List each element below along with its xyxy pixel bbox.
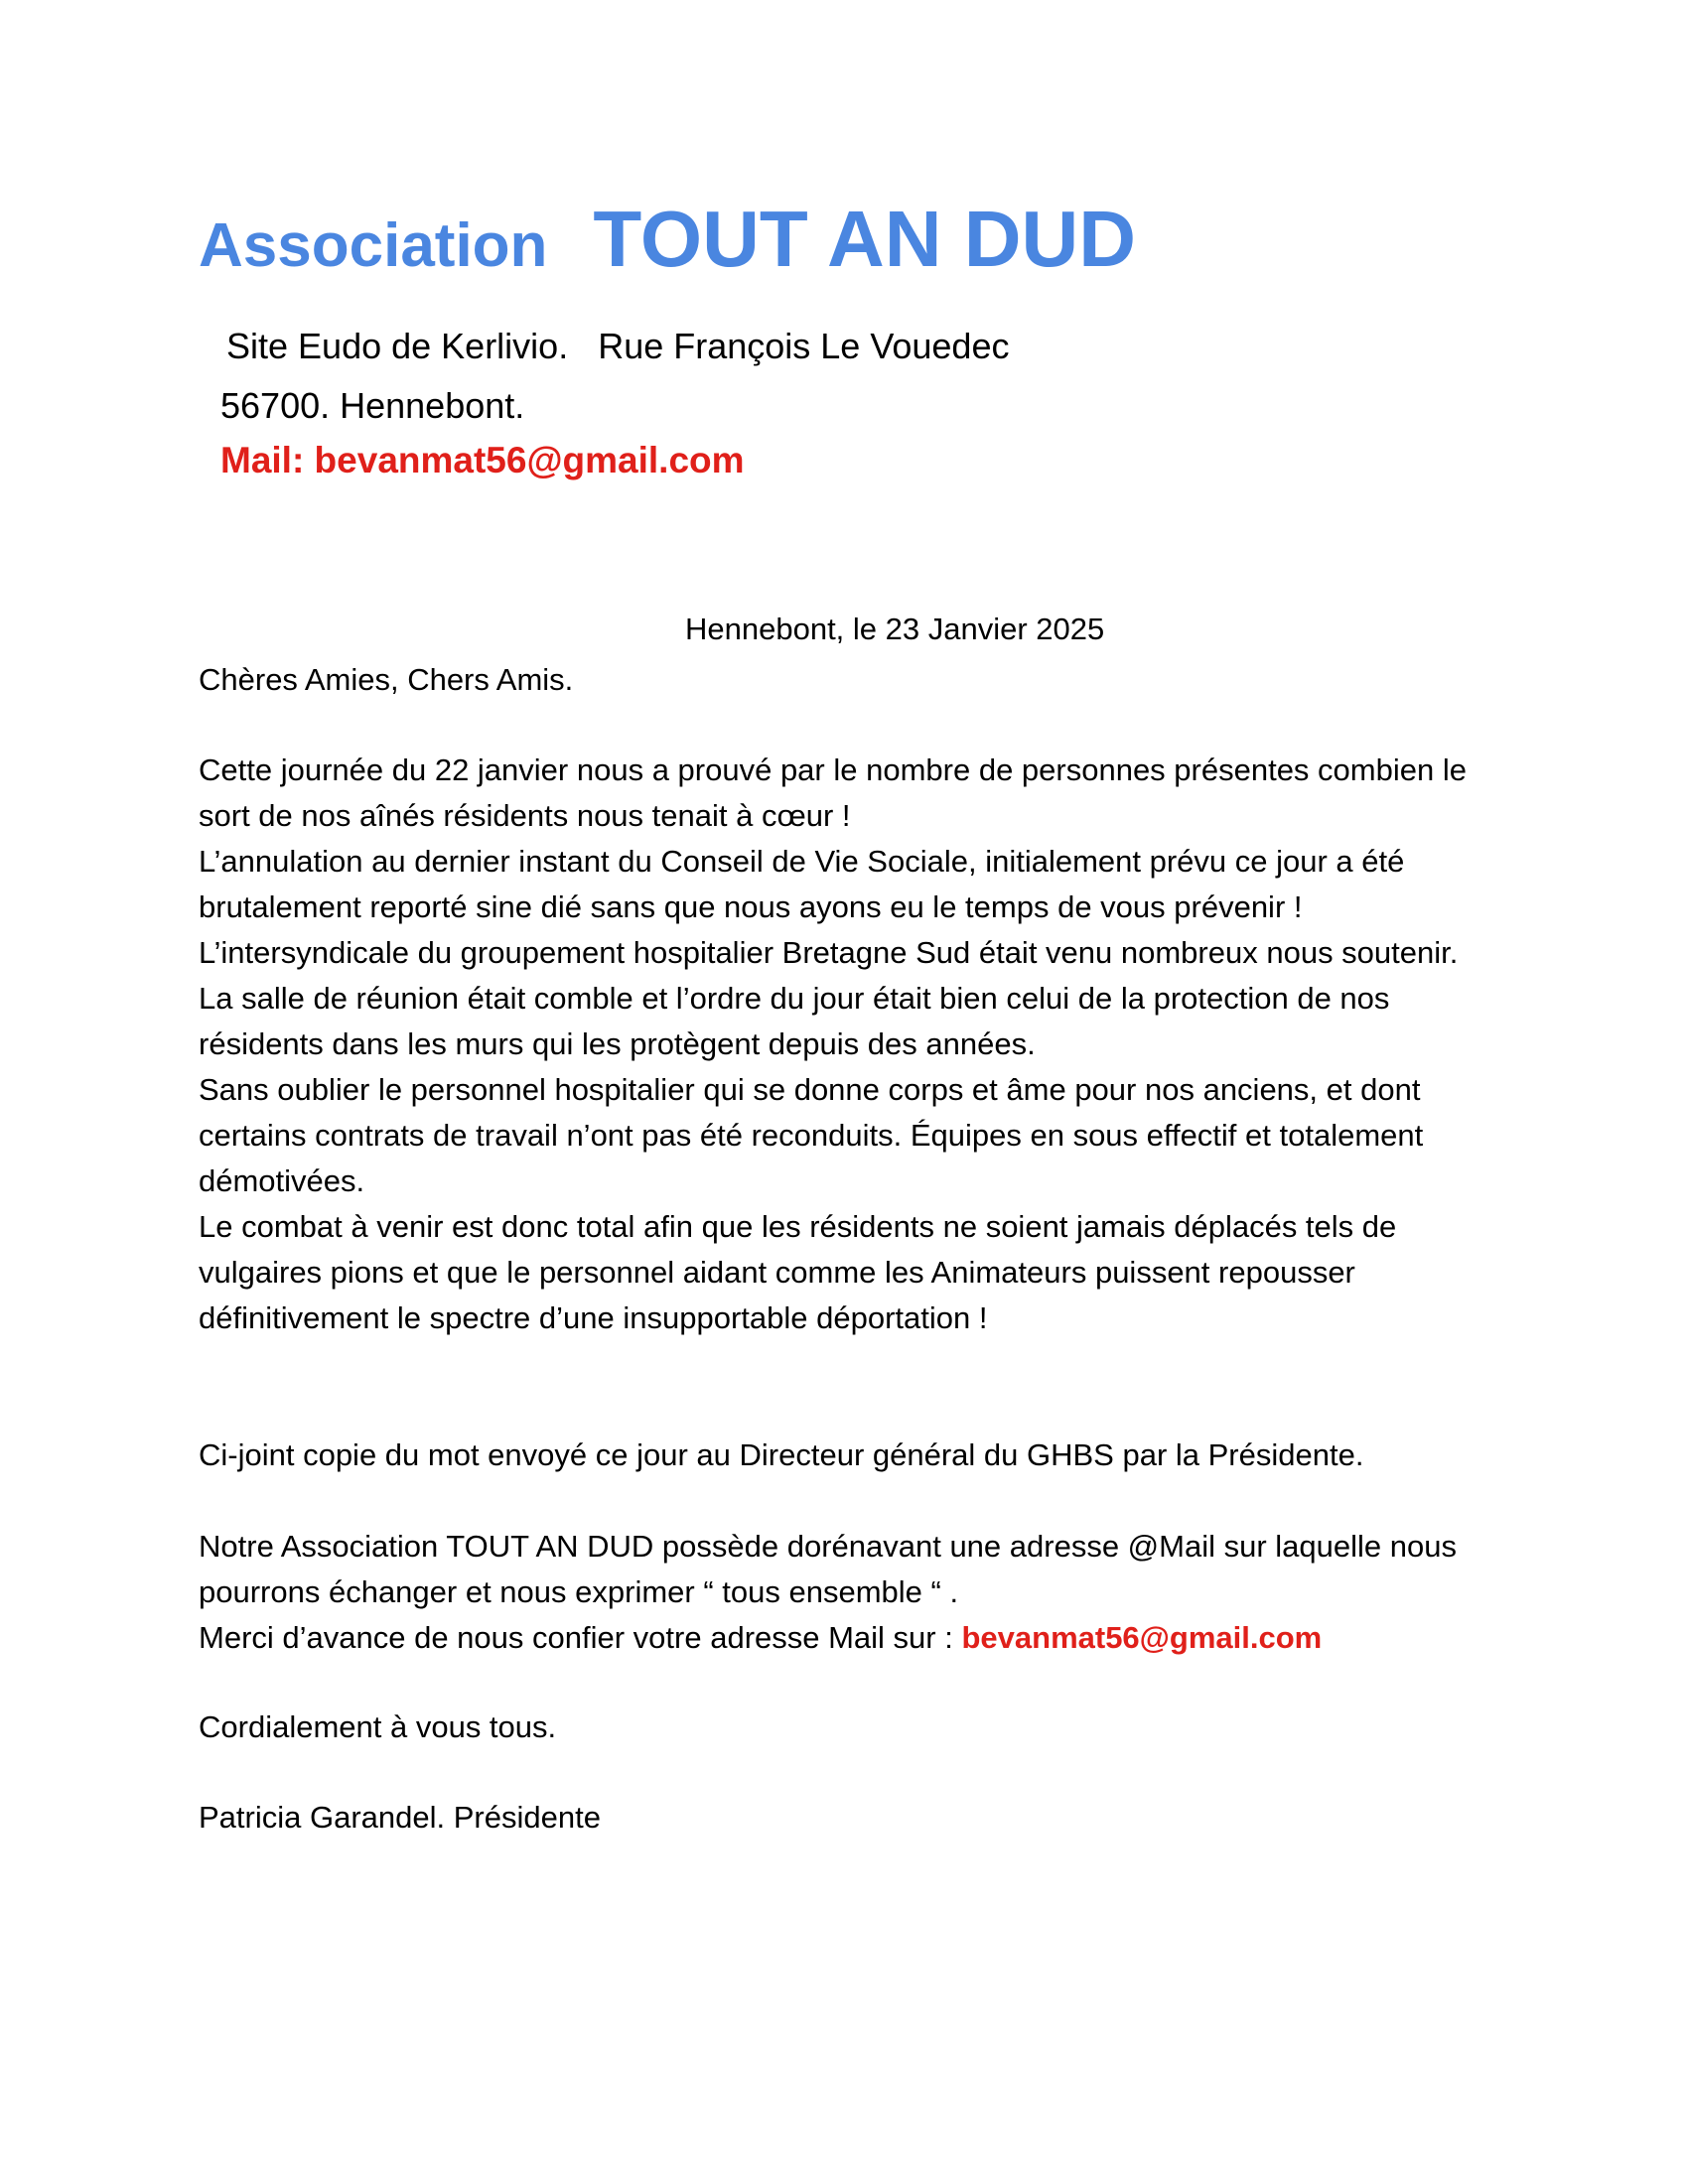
paragraph-line: Sans oublier le personnel hospitalier qui se donne corps et âme pour nos anciens, et dont certains contrats de travail n’ont pas été reconduits. Équipes en sous effectif et totalement démotivées.: [199, 1072, 1424, 1198]
email-paragraph: [199, 1524, 1499, 1661]
address-line-1: [226, 326, 1009, 367]
email-request-text: Merci d’avance de nous confier votre adresse Mail sur :: [199, 1620, 962, 1655]
signature: [199, 1795, 1499, 1841]
address-street: Rue François Le Vouedec: [598, 326, 1010, 366]
joint-copy-paragraph: [199, 1433, 1499, 1478]
email-intro-text: Notre Association TOUT AN DUD possède dorénavant une adresse @Mail sur laquelle nous pourrons échanger et nous exprimer “ tous ensemble “ .: [199, 1529, 1457, 1609]
joint-copy-text: Ci-joint copie du mot envoyé ce jour au Directeur général du GHBS par la Présidente.: [199, 1437, 1364, 1472]
address-city: 56700. Hennebont.: [220, 385, 525, 426]
signature-text: Patricia Garandel. Présidente: [199, 1800, 601, 1835]
contact-email-link[interactable]: bevanmat56@gmail.com: [961, 1620, 1323, 1655]
address-site: Site Eudo de Kerlivio.: [226, 326, 569, 366]
paragraph-line: La salle de réunion était comble et l’ordre du jour était bien celui de la protection de nos résidents dans les murs qui les protègent depuis des années.: [199, 981, 1390, 1061]
association-header: [199, 194, 1136, 285]
association-label: Association: [199, 211, 548, 280]
paragraph-line: Le combat à venir est donc total afin que les résidents ne soient jamais déplacés tels de vulgaires pions et que le personnel aidant comme les Animateurs puissent repousser définitivement le spectre d’une insupportable déportation !: [199, 1209, 1397, 1335]
header-mail: Mail: bevanmat56@gmail.com: [220, 440, 745, 480]
letter-date: Hennebont, le 23 Janvier 2025: [685, 612, 1105, 646]
paragraph-line: L’intersyndicale du groupement hospitalier Bretagne Sud était venu nombreux nous soutenir.: [199, 935, 1459, 970]
closing: [199, 1705, 1499, 1750]
main-paragraph: [199, 748, 1499, 1341]
paragraph-line: L’annulation au dernier instant du Conseil de Vie Sociale, initialement prévu ce jour a été brutalement reporté sine dié sans que nous ayons eu le temps de vous prévenir !: [199, 844, 1405, 924]
closing-text: Cordialement à vous tous.: [199, 1709, 557, 1744]
paragraph-line: Cette journée du 22 janvier nous a prouvé par le nombre de personnes présentes combien le sort de nos aînés résidents nous tenait à cœur !: [199, 752, 1467, 833]
salutation: [199, 657, 1499, 703]
email-request-line: [199, 1615, 1499, 1661]
salutation-text: Chères Amies, Chers Amis.: [199, 662, 574, 697]
association-name: TOUT AN DUD: [593, 195, 1137, 283]
